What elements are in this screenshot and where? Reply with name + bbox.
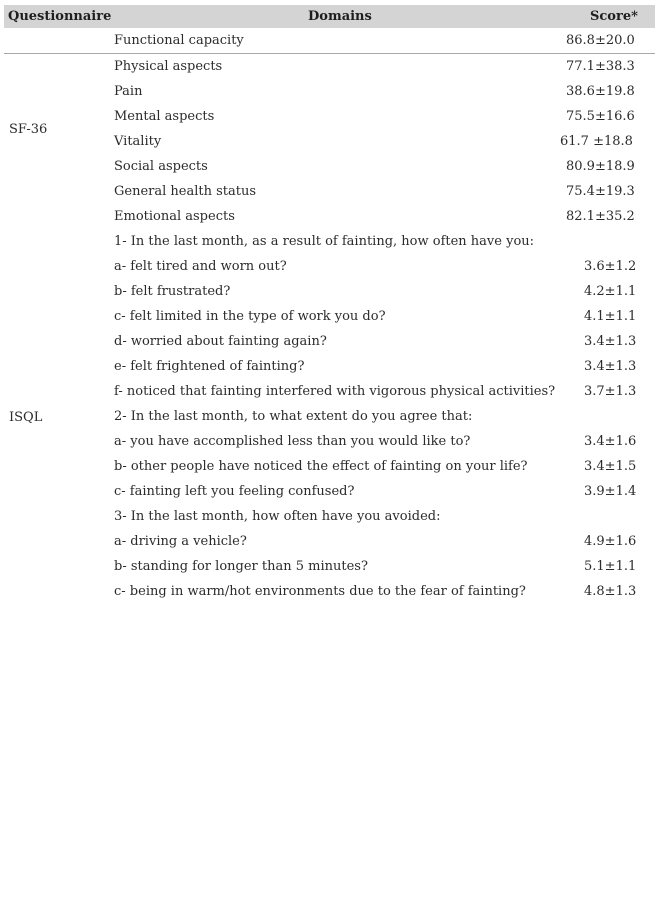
- table-row: [4, 329, 655, 354]
- table-row: [4, 404, 655, 429]
- score-cell: 75.4±19.3: [566, 184, 635, 199]
- table-row: [4, 479, 655, 504]
- table-row: [4, 554, 655, 579]
- questionnaire-label-sf36: SF-36: [9, 122, 48, 137]
- table-row: [4, 54, 655, 79]
- domain-cell: b- standing for longer than 5 minutes?: [114, 559, 368, 574]
- domain-cell: 1- In the last month, as a result of fainting, how often have you:: [114, 234, 535, 249]
- domain-cell: Mental aspects: [114, 109, 215, 124]
- domain-cell: c- being in warm/hot environments due to the fear of fainting?: [114, 584, 526, 599]
- domain-cell: a- driving a vehicle?: [114, 534, 247, 549]
- header-domains: Domains: [308, 9, 372, 24]
- domain-cell: b- other people have noticed the effect of fainting on your life?: [114, 459, 528, 474]
- score-cell: 38.6±19.8: [566, 84, 635, 99]
- score-cell: 4.1±1.1: [584, 309, 637, 324]
- table-row: [4, 529, 655, 554]
- table-row: [4, 504, 655, 529]
- score-cell: 77.1±38.3: [566, 59, 635, 74]
- score-cell: 4.2±1.1: [584, 284, 637, 299]
- score-cell: 5.1±1.1: [584, 559, 637, 574]
- table-row: [4, 204, 655, 229]
- domain-cell: a- you have accomplished less than you would like to?: [114, 434, 471, 449]
- domain-cell: Vitality: [114, 134, 162, 149]
- table-row: [4, 429, 655, 454]
- table-row: [4, 579, 655, 604]
- table-row: [4, 154, 655, 179]
- sf36-first-row-section: [4, 28, 655, 53]
- domain-cell: 3- In the last month, how often have you avoided:: [114, 509, 441, 524]
- domain-cell: e- felt frightened of fainting?: [114, 359, 305, 374]
- sf36-section: [4, 53, 655, 229]
- score-cell: 3.7±1.3: [584, 384, 637, 399]
- score-cell: 3.4±1.3: [584, 359, 637, 374]
- domain-cell: General health status: [114, 184, 257, 199]
- table-row: [4, 229, 655, 254]
- domain-cell: 2- In the last month, to what extent do you agree that:: [114, 409, 473, 424]
- table-row: [4, 179, 655, 204]
- isql-section: [4, 229, 655, 604]
- results-table: [4, 5, 655, 604]
- domain-cell: c- felt limited in the type of work you do?: [114, 309, 386, 324]
- score-cell: 3.4±1.6: [584, 434, 637, 449]
- domain-cell: Functional capacity: [114, 33, 244, 48]
- table-row: [4, 279, 655, 304]
- score-cell: 3.4±1.5: [584, 459, 637, 474]
- table-row: [4, 454, 655, 479]
- domain-cell: d- worried about fainting again?: [114, 334, 327, 349]
- header-score: Score*: [590, 9, 638, 24]
- table-row: [4, 129, 655, 154]
- table-row: [4, 104, 655, 129]
- score-cell: 86.8±20.0: [566, 33, 635, 48]
- table-row: [4, 304, 655, 329]
- table-header: [4, 5, 655, 28]
- table-row: [4, 379, 655, 404]
- score-cell: 4.8±1.3: [584, 584, 637, 599]
- score-cell: 3.9±1.4: [584, 484, 637, 499]
- score-cell: 4.9±1.6: [584, 534, 637, 549]
- score-cell: 75.5±16.6: [566, 109, 635, 124]
- domain-cell: Emotional aspects: [114, 209, 235, 224]
- domain-cell: Social aspects: [114, 159, 208, 174]
- domain-cell: f- noticed that fainting interfered with vigorous physical activities?: [114, 384, 556, 399]
- score-cell: 61.7 ±18.8: [560, 134, 633, 149]
- domain-cell: c- fainting left you feeling confused?: [114, 484, 355, 499]
- domain-cell: b- felt frustrated?: [114, 284, 231, 299]
- score-cell: 82.1±35.2: [566, 209, 635, 224]
- table-row: [4, 254, 655, 279]
- table-row: [4, 28, 655, 53]
- domain-cell: Pain: [114, 84, 143, 99]
- score-cell: 3.6±1.2: [584, 259, 637, 274]
- domain-cell: a- felt tired and worn out?: [114, 259, 287, 274]
- header-questionnaire: Questionnaire: [8, 9, 112, 24]
- score-cell: 3.4±1.3: [584, 334, 637, 349]
- questionnaire-label-isql: ISQL: [9, 410, 43, 425]
- score-cell: 80.9±18.9: [566, 159, 635, 174]
- table-row: [4, 354, 655, 379]
- domain-cell: Physical aspects: [114, 59, 223, 74]
- table-row: [4, 79, 655, 104]
